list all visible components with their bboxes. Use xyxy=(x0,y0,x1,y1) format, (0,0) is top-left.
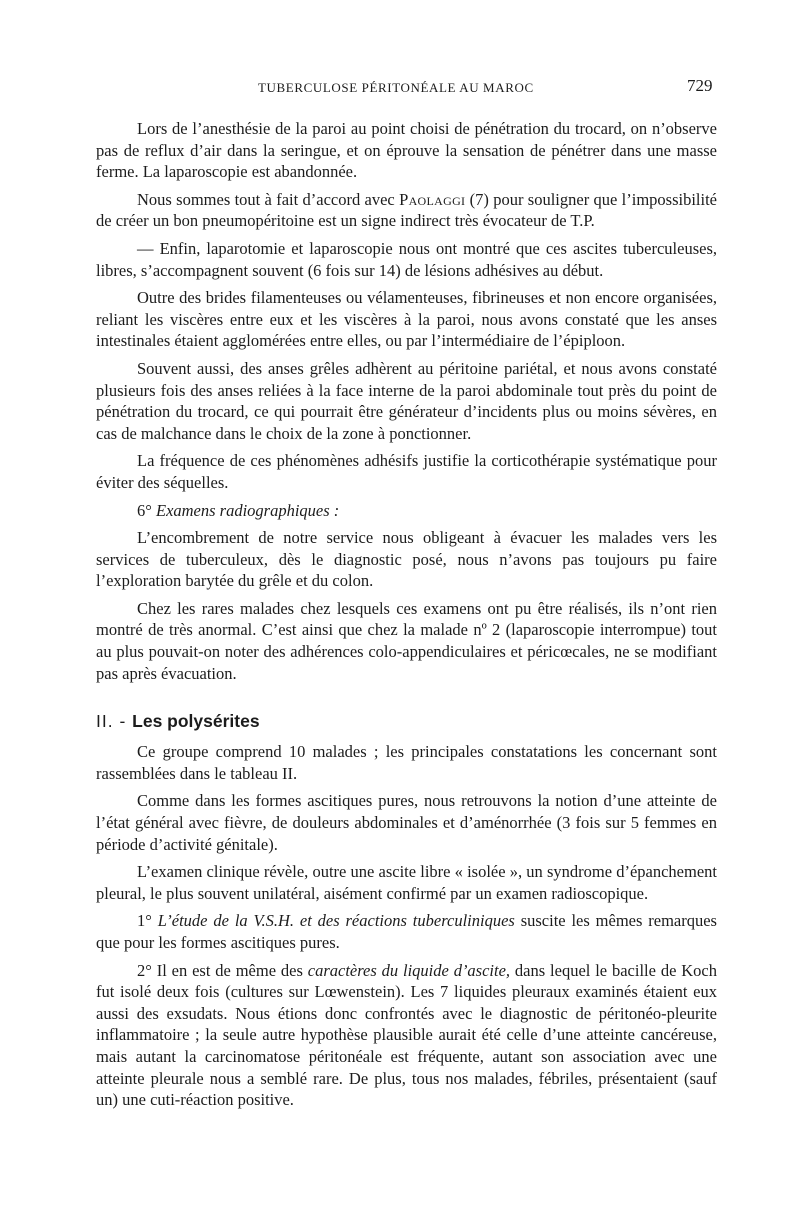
paragraph-small-bowel: Souvent aussi, des anses grêles adhèrent au péritoine pariétal, et nous avons constaté plusieurs fois des anses reliées à la face interne de la paroi abdominale tout près du point de pénétration du trocard, ce qui pourrait être générateur d’incidents plus ou moins sévères, en cas de malchance dans le choix de la zone à ponctionner. xyxy=(96,358,717,443)
paragraph-text: dans lequel le bacille de Koch fut isolé deux fois (cultures sur Lœwenstein). Les 7 liquides pleuraux examinés étaient eux aussi des exsudats. Nous étions donc confrontés avec le diagnostic de péritonéo-pleurite inflammatoire ; la seule autre hypothèse plausible aurait été celle d’une atteinte cancéreuse, mais autant la carcinomatose péritonéale est fréquente, autant son association avec une atteinte pleurale nous a semblé rare. De plus, tous nos malades, fébriles, présentaient (sauf un) une cuti-réaction positive. xyxy=(96,960,717,1110)
paragraph-adhesions: Outre des brides filamenteuses ou vélamenteuses, fibrineuses et non encore organisées, reliant les viscères entre eux et les viscères à la paroi, nous avons constaté que les anses intestinales étaient agglomérées entre elles, ou par l’intermédiaire de l’épiploon. xyxy=(96,288,717,351)
subheading-radiography xyxy=(96,500,717,522)
paragraph-text: (7) pour souligner que l’impossibilité de créer un bon pneumopéritoine est un signe indirect très évocateur de T.P. xyxy=(96,189,717,231)
section-title: Les polysérites xyxy=(132,711,260,732)
paragraph-general-state: Comme dans les formes ascitiques pures, nous retrouvons la notion d’une atteinte de l’état général avec fièvre, de douleurs abdominales et d’aménorrhée (3 fois sur 5 femmes en période d’activité génitale). xyxy=(96,791,717,854)
subheading-title: Examens radiographiques : xyxy=(155,500,340,520)
paragraph-corticotherapy: La fréquence de ces phénomènes adhésifs justifie la corticothérapie systématique pour éviter des séquelles. xyxy=(96,451,717,492)
italic-phrase: caractères du liquide d’ascite, xyxy=(307,960,511,980)
subheading-number: 6° xyxy=(137,500,156,520)
paragraph-text: suscite les mêmes remarques que pour les formes ascitiques pures. xyxy=(96,911,717,952)
paragraph-group: Ce groupe comprend 10 malades ; les principales constatations les concernant sont rassemblées dans le tableau II. xyxy=(96,742,717,783)
body-text xyxy=(96,118,717,1111)
paragraph-paolaggi xyxy=(96,189,717,232)
section-number: II. - xyxy=(96,711,133,732)
running-title: TUBERCULOSE PÉRITONÉALE AU MAROC xyxy=(258,80,534,95)
author-name: Paolaggi xyxy=(399,189,466,209)
paragraph-service-crowding: L’encombrement de notre service nous obligeant à évacuer les malades vers les services de tuberculeux, dès le diagnostic posé, nous n’avons pas toujours pu faire l’exploration barytée du grêle et du colon. xyxy=(96,528,717,591)
paragraph-text: 2° Il en est de même des xyxy=(137,960,308,980)
paragraph-rare-patients: Chez les rares malades chez lesquels ces examens ont pu être réalisés, ils n’ont rien montré de très anormal. C’est ainsi que chez la malade nº 2 (laparoscopie interrompue) tout au plus pouvait-on noter des adhérences colo-appendiculaires et péricœcales, ne se modifiant pas après évacuation. xyxy=(96,598,717,683)
paragraph-laparotomy: — Enfin, laparotomie et laparoscopie nous ont montré que ces ascites tuberculeuses, libres, s’accompagnent souvent (6 fois sur 14) de lésions adhésives au début. xyxy=(96,238,717,280)
paragraph-anesthesia: Lors de l’anesthésie de la paroi au point choisi de pénétration du trocard, on n’observe pas de reflux d’air dans la seringue, et on éprouve la sensation de pénétrer dans une masse ferme. La laparoscopie est abandonnée. xyxy=(96,119,717,182)
paragraph-vsh xyxy=(96,910,717,953)
item-number: 1° xyxy=(137,911,158,931)
paragraph-clinical-exam: L’examen clinique révèle, outre une ascite libre « isolée », un syndrome d’épanchement pleural, le plus souvent unilatéral, aisément confirmé par un examen radioscopique. xyxy=(96,862,717,903)
paragraph-text: Nous sommes tout à fait d’accord avec xyxy=(137,189,400,209)
section-heading-polyserites xyxy=(96,710,717,732)
page-number: 729 xyxy=(687,76,713,95)
italic-phrase: L’étude de la V.S.H. et des réactions tuberculiniques xyxy=(157,911,515,931)
paragraph-ascitic-fluid xyxy=(96,960,717,1111)
